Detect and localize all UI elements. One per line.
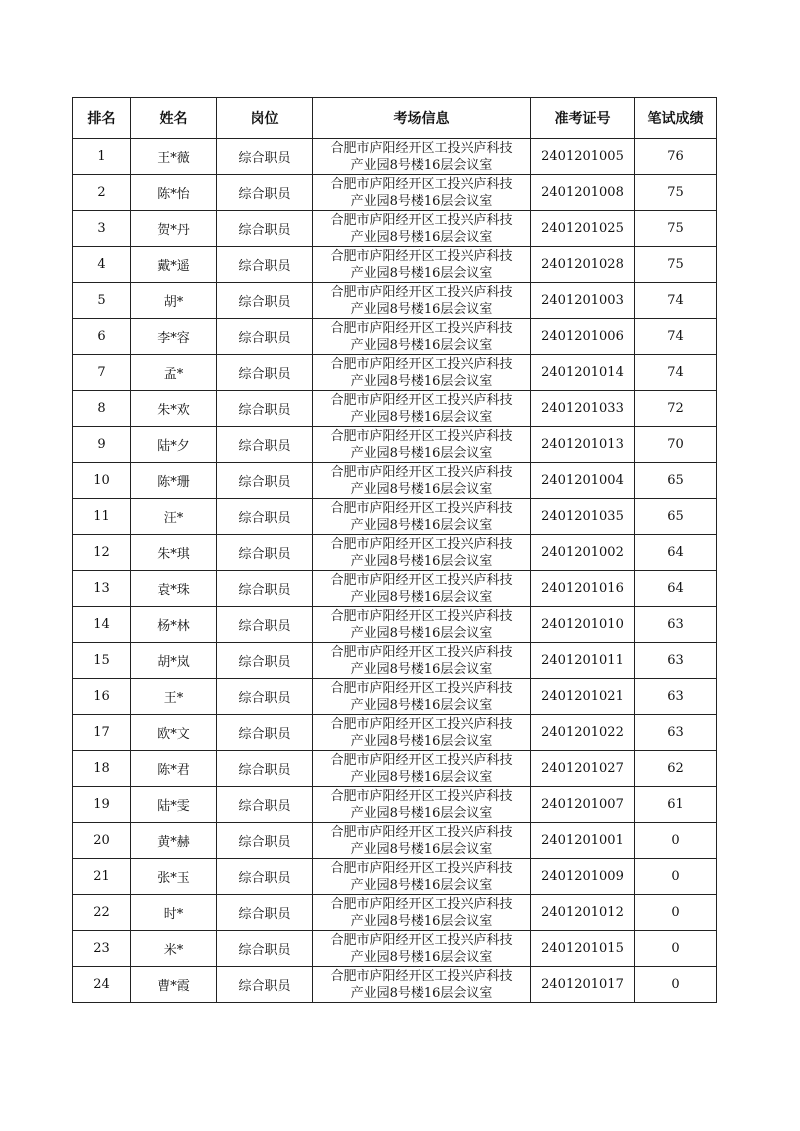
cell-rank: 12 — [73, 535, 131, 571]
cell-name: 戴*遥 — [131, 247, 217, 283]
header-score: 笔试成绩 — [635, 98, 717, 139]
cell-venue — [313, 787, 531, 823]
cell-name: 李*容 — [131, 319, 217, 355]
venue-line-2: 产业园8号楼16层会议室 — [350, 589, 493, 605]
cell-ticket: 2401201001 — [531, 823, 635, 859]
cell-venue — [313, 823, 531, 859]
cell-ticket: 2401201007 — [531, 787, 635, 823]
table-row — [73, 931, 717, 967]
venue-line-1: 合肥市庐阳经开区工投兴庐科技 — [330, 860, 513, 876]
venue-line-2: 产业园8号楼16层会议室 — [350, 553, 493, 569]
cell-rank: 14 — [73, 607, 131, 643]
table-row — [73, 463, 717, 499]
table-row — [73, 751, 717, 787]
cell-score: 74 — [635, 283, 717, 319]
venue-line-1: 合肥市庐阳经开区工投兴庐科技 — [330, 968, 513, 984]
table-body — [73, 139, 717, 1003]
venue-line-1: 合肥市庐阳经开区工投兴庐科技 — [330, 824, 513, 840]
cell-ticket: 2401201016 — [531, 571, 635, 607]
cell-rank: 20 — [73, 823, 131, 859]
cell-score: 75 — [635, 211, 717, 247]
cell-score: 62 — [635, 751, 717, 787]
venue-line-2: 产业园8号楼16层会议室 — [350, 445, 493, 461]
table-row — [73, 715, 717, 751]
cell-venue — [313, 319, 531, 355]
header-rank: 排名 — [73, 98, 131, 139]
cell-ticket: 2401201002 — [531, 535, 635, 571]
document-page — [72, 97, 716, 1003]
venue-line-2: 产业园8号楼16层会议室 — [350, 157, 493, 173]
cell-rank: 1 — [73, 139, 131, 175]
cell-venue — [313, 751, 531, 787]
table-row — [73, 319, 717, 355]
venue-line-1: 合肥市庐阳经开区工投兴庐科技 — [330, 608, 513, 624]
cell-name: 王*薇 — [131, 139, 217, 175]
table-row — [73, 535, 717, 571]
venue-line-1: 合肥市庐阳经开区工投兴庐科技 — [330, 392, 513, 408]
cell-score: 65 — [635, 499, 717, 535]
venue-line-2: 产业园8号楼16层会议室 — [350, 805, 493, 821]
venue-line-1: 合肥市庐阳经开区工投兴庐科技 — [330, 356, 513, 372]
venue-line-2: 产业园8号楼16层会议室 — [350, 661, 493, 677]
table-row — [73, 355, 717, 391]
cell-position: 综合职员 — [217, 319, 313, 355]
cell-venue — [313, 535, 531, 571]
cell-venue — [313, 859, 531, 895]
cell-rank: 13 — [73, 571, 131, 607]
cell-position: 综合职员 — [217, 931, 313, 967]
cell-venue — [313, 715, 531, 751]
cell-position: 综合职员 — [217, 607, 313, 643]
venue-line-2: 产业园8号楼16层会议室 — [350, 625, 493, 641]
cell-name: 曹*霞 — [131, 967, 217, 1003]
venue-line-2: 产业园8号楼16层会议室 — [350, 193, 493, 209]
cell-position: 综合职员 — [217, 355, 313, 391]
cell-name: 王* — [131, 679, 217, 715]
venue-line-2: 产业园8号楼16层会议室 — [350, 841, 493, 857]
cell-ticket: 2401201005 — [531, 139, 635, 175]
cell-position: 综合职员 — [217, 967, 313, 1003]
venue-line-1: 合肥市庐阳经开区工投兴庐科技 — [330, 320, 513, 336]
cell-position: 综合职员 — [217, 391, 313, 427]
cell-rank: 19 — [73, 787, 131, 823]
cell-ticket: 2401201008 — [531, 175, 635, 211]
cell-ticket: 2401201009 — [531, 859, 635, 895]
cell-rank: 9 — [73, 427, 131, 463]
cell-rank: 15 — [73, 643, 131, 679]
table-row — [73, 211, 717, 247]
cell-rank: 17 — [73, 715, 131, 751]
venue-line-2: 产业园8号楼16层会议室 — [350, 373, 493, 389]
cell-ticket: 2401201027 — [531, 751, 635, 787]
venue-line-2: 产业园8号楼16层会议室 — [350, 769, 493, 785]
table-row — [73, 175, 717, 211]
venue-line-2: 产业园8号楼16层会议室 — [350, 913, 493, 929]
cell-ticket: 2401201022 — [531, 715, 635, 751]
table-row — [73, 499, 717, 535]
cell-ticket: 2401201006 — [531, 319, 635, 355]
table-row — [73, 139, 717, 175]
venue-line-1: 合肥市庐阳经开区工投兴庐科技 — [330, 644, 513, 660]
cell-venue — [313, 571, 531, 607]
table-row — [73, 247, 717, 283]
cell-venue — [313, 967, 531, 1003]
cell-name: 张*玉 — [131, 859, 217, 895]
cell-position: 综合职员 — [217, 715, 313, 751]
cell-position: 综合职员 — [217, 787, 313, 823]
cell-rank: 23 — [73, 931, 131, 967]
cell-ticket: 2401201012 — [531, 895, 635, 931]
table-row — [73, 679, 717, 715]
venue-line-2: 产业园8号楼16层会议室 — [350, 229, 493, 245]
cell-score: 70 — [635, 427, 717, 463]
venue-line-1: 合肥市庐阳经开区工投兴庐科技 — [330, 464, 513, 480]
cell-score: 64 — [635, 571, 717, 607]
cell-rank: 18 — [73, 751, 131, 787]
cell-name: 米* — [131, 931, 217, 967]
cell-score: 76 — [635, 139, 717, 175]
cell-venue — [313, 391, 531, 427]
venue-line-1: 合肥市庐阳经开区工投兴庐科技 — [330, 716, 513, 732]
venue-line-2: 产业园8号楼16层会议室 — [350, 265, 493, 281]
cell-venue — [313, 247, 531, 283]
cell-score: 0 — [635, 967, 717, 1003]
score-table — [72, 97, 717, 1003]
cell-position: 综合职员 — [217, 427, 313, 463]
venue-line-1: 合肥市庐阳经开区工投兴庐科技 — [330, 680, 513, 696]
cell-score: 0 — [635, 895, 717, 931]
venue-line-1: 合肥市庐阳经开区工投兴庐科技 — [330, 284, 513, 300]
cell-position: 综合职员 — [217, 139, 313, 175]
cell-score: 0 — [635, 931, 717, 967]
cell-venue — [313, 175, 531, 211]
cell-name: 陆*夕 — [131, 427, 217, 463]
cell-name: 孟* — [131, 355, 217, 391]
cell-ticket: 2401201010 — [531, 607, 635, 643]
cell-name: 陈*怡 — [131, 175, 217, 211]
venue-line-1: 合肥市庐阳经开区工投兴庐科技 — [330, 536, 513, 552]
cell-venue — [313, 355, 531, 391]
cell-position: 综合职员 — [217, 211, 313, 247]
cell-ticket: 2401201035 — [531, 499, 635, 535]
cell-score: 0 — [635, 823, 717, 859]
cell-name: 胡*岚 — [131, 643, 217, 679]
cell-name: 陈*君 — [131, 751, 217, 787]
cell-venue — [313, 427, 531, 463]
cell-name: 黄*赫 — [131, 823, 217, 859]
cell-name: 汪* — [131, 499, 217, 535]
venue-line-2: 产业园8号楼16层会议室 — [350, 949, 493, 965]
cell-ticket: 2401201021 — [531, 679, 635, 715]
venue-line-2: 产业园8号楼16层会议室 — [350, 877, 493, 893]
cell-ticket: 2401201015 — [531, 931, 635, 967]
table-row — [73, 967, 717, 1003]
table-row — [73, 787, 717, 823]
cell-name: 朱*琪 — [131, 535, 217, 571]
cell-position: 综合职员 — [217, 643, 313, 679]
cell-position: 综合职员 — [217, 751, 313, 787]
cell-ticket: 2401201028 — [531, 247, 635, 283]
table-row — [73, 427, 717, 463]
cell-score: 63 — [635, 607, 717, 643]
cell-score: 63 — [635, 643, 717, 679]
table-row — [73, 391, 717, 427]
cell-score: 74 — [635, 319, 717, 355]
cell-rank: 16 — [73, 679, 131, 715]
cell-rank: 2 — [73, 175, 131, 211]
cell-name: 杨*林 — [131, 607, 217, 643]
venue-line-1: 合肥市庐阳经开区工投兴庐科技 — [330, 896, 513, 912]
cell-position: 综合职员 — [217, 535, 313, 571]
table-row — [73, 571, 717, 607]
cell-rank: 24 — [73, 967, 131, 1003]
cell-name: 贺*丹 — [131, 211, 217, 247]
cell-venue — [313, 895, 531, 931]
cell-ticket: 2401201033 — [531, 391, 635, 427]
header-ticket: 准考证号 — [531, 98, 635, 139]
venue-line-2: 产业园8号楼16层会议室 — [350, 517, 493, 533]
venue-line-2: 产业园8号楼16层会议室 — [350, 985, 493, 1001]
header-name: 姓名 — [131, 98, 217, 139]
cell-rank: 22 — [73, 895, 131, 931]
venue-line-2: 产业园8号楼16层会议室 — [350, 481, 493, 497]
venue-line-1: 合肥市庐阳经开区工投兴庐科技 — [330, 500, 513, 516]
table-row — [73, 283, 717, 319]
cell-venue — [313, 463, 531, 499]
venue-line-2: 产业园8号楼16层会议室 — [350, 301, 493, 317]
venue-line-1: 合肥市庐阳经开区工投兴庐科技 — [330, 428, 513, 444]
cell-rank: 4 — [73, 247, 131, 283]
header-row — [73, 98, 717, 139]
venue-line-2: 产业园8号楼16层会议室 — [350, 337, 493, 353]
cell-rank: 11 — [73, 499, 131, 535]
header-venue: 考场信息 — [313, 98, 531, 139]
cell-position: 综合职员 — [217, 679, 313, 715]
table-row — [73, 895, 717, 931]
cell-name: 陆*雯 — [131, 787, 217, 823]
cell-ticket: 2401201017 — [531, 967, 635, 1003]
venue-line-1: 合肥市庐阳经开区工投兴庐科技 — [330, 572, 513, 588]
cell-ticket: 2401201014 — [531, 355, 635, 391]
venue-line-2: 产业园8号楼16层会议室 — [350, 697, 493, 713]
cell-name: 朱*欢 — [131, 391, 217, 427]
venue-line-1: 合肥市庐阳经开区工投兴庐科技 — [330, 140, 513, 156]
venue-line-1: 合肥市庐阳经开区工投兴庐科技 — [330, 752, 513, 768]
cell-name: 时* — [131, 895, 217, 931]
cell-rank: 6 — [73, 319, 131, 355]
cell-name: 欧*文 — [131, 715, 217, 751]
cell-venue — [313, 607, 531, 643]
cell-venue — [313, 211, 531, 247]
cell-venue — [313, 931, 531, 967]
cell-rank: 7 — [73, 355, 131, 391]
cell-position: 综合职员 — [217, 463, 313, 499]
cell-position: 综合职员 — [217, 175, 313, 211]
cell-score: 74 — [635, 355, 717, 391]
cell-ticket: 2401201025 — [531, 211, 635, 247]
cell-name: 袁*珠 — [131, 571, 217, 607]
cell-score: 63 — [635, 679, 717, 715]
table-row — [73, 823, 717, 859]
cell-score: 75 — [635, 175, 717, 211]
cell-score: 64 — [635, 535, 717, 571]
table-header — [73, 98, 717, 139]
cell-position: 综合职员 — [217, 895, 313, 931]
cell-score: 63 — [635, 715, 717, 751]
venue-line-1: 合肥市庐阳经开区工投兴庐科技 — [330, 788, 513, 804]
venue-line-1: 合肥市庐阳经开区工投兴庐科技 — [330, 248, 513, 264]
cell-rank: 8 — [73, 391, 131, 427]
cell-ticket: 2401201003 — [531, 283, 635, 319]
cell-ticket: 2401201011 — [531, 643, 635, 679]
cell-position: 综合职员 — [217, 283, 313, 319]
cell-ticket: 2401201013 — [531, 427, 635, 463]
cell-venue — [313, 139, 531, 175]
venue-line-2: 产业园8号楼16层会议室 — [350, 733, 493, 749]
cell-score: 65 — [635, 463, 717, 499]
cell-venue — [313, 283, 531, 319]
cell-position: 综合职员 — [217, 499, 313, 535]
table-row — [73, 859, 717, 895]
cell-name: 胡* — [131, 283, 217, 319]
cell-venue — [313, 679, 531, 715]
cell-position: 综合职员 — [217, 859, 313, 895]
cell-score: 0 — [635, 859, 717, 895]
cell-rank: 21 — [73, 859, 131, 895]
cell-position: 综合职员 — [217, 571, 313, 607]
venue-line-1: 合肥市庐阳经开区工投兴庐科技 — [330, 212, 513, 228]
header-position: 岗位 — [217, 98, 313, 139]
cell-rank: 10 — [73, 463, 131, 499]
cell-ticket: 2401201004 — [531, 463, 635, 499]
cell-venue — [313, 499, 531, 535]
table-row — [73, 607, 717, 643]
cell-score: 72 — [635, 391, 717, 427]
cell-name: 陈*珊 — [131, 463, 217, 499]
cell-rank: 5 — [73, 283, 131, 319]
venue-line-1: 合肥市庐阳经开区工投兴庐科技 — [330, 176, 513, 192]
cell-score: 75 — [635, 247, 717, 283]
cell-position: 综合职员 — [217, 823, 313, 859]
venue-line-1: 合肥市庐阳经开区工投兴庐科技 — [330, 932, 513, 948]
cell-score: 61 — [635, 787, 717, 823]
table-row — [73, 643, 717, 679]
venue-line-2: 产业园8号楼16层会议室 — [350, 409, 493, 425]
cell-position: 综合职员 — [217, 247, 313, 283]
cell-rank: 3 — [73, 211, 131, 247]
cell-venue — [313, 643, 531, 679]
